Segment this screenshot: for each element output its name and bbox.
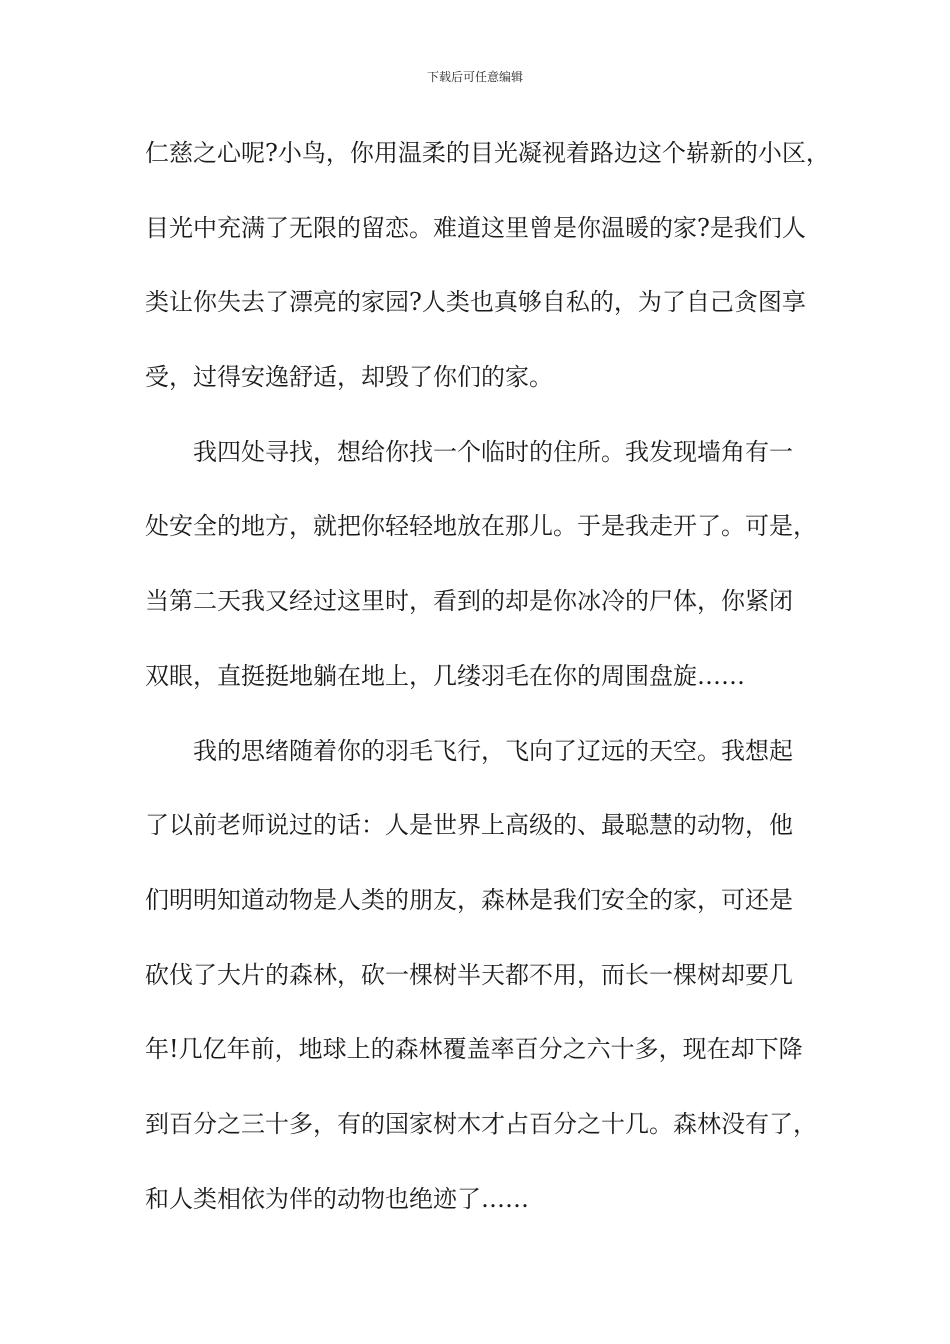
document-body <box>145 131 830 1251</box>
text-line: 当第二天我又经过这里时，看到的却是你冰冷的尸体，你紧闭 <box>145 587 793 616</box>
text-line: 目光中充满了无限的留恋。难道这里曾是你温暖的家?是我们人 <box>145 213 806 242</box>
text-line: 了以前老师说过的话：人是世界上高级的、最聪慧的动物，他 <box>145 811 793 840</box>
text-line: 们明明知道动物是人类的朋友，森林是我们安全的家，可还是 <box>145 885 793 914</box>
text-line: 仁慈之心呢?小鸟，你用温柔的目光凝视着路边这个崭新的小区， <box>145 139 830 167</box>
text-line: 到百分之三十多，有的国家树木才占百分之十几。森林没有了， <box>145 1109 817 1138</box>
text-line: 年!几亿年前，地球上的森林覆盖率百分之六十多，现在却下降 <box>145 1035 803 1064</box>
text-line: 砍伐了大片的森林，砍一棵树半天都不用，而长一棵树却要几 <box>145 960 793 989</box>
text-line: 类让你失去了漂亮的家园?人类也真够自私的，为了自己贪图享 <box>145 288 806 317</box>
text-line-paragraph-start: 我的思绪随着你的羽毛飞行，飞向了辽远的天空。我想起 <box>193 736 793 765</box>
text-line: 双眼，直挺挺地躺在地上，几缕羽毛在你的周围盘旋…… <box>145 661 745 690</box>
text-line: 受，过得安逸舒适，却毁了你们的家。 <box>145 363 553 392</box>
text-line-paragraph-start: 我四处寻找，想给你找一个临时的住所。我发现墙角有一 <box>193 437 793 466</box>
text-line: 处安全的地方，就把你轻轻地放在那儿。于是我走开了。可是， <box>145 512 817 541</box>
page-header: 下载后可任意编辑 <box>426 70 523 84</box>
text-line: 和人类相依为伴的动物也绝迹了…… <box>145 1184 529 1213</box>
